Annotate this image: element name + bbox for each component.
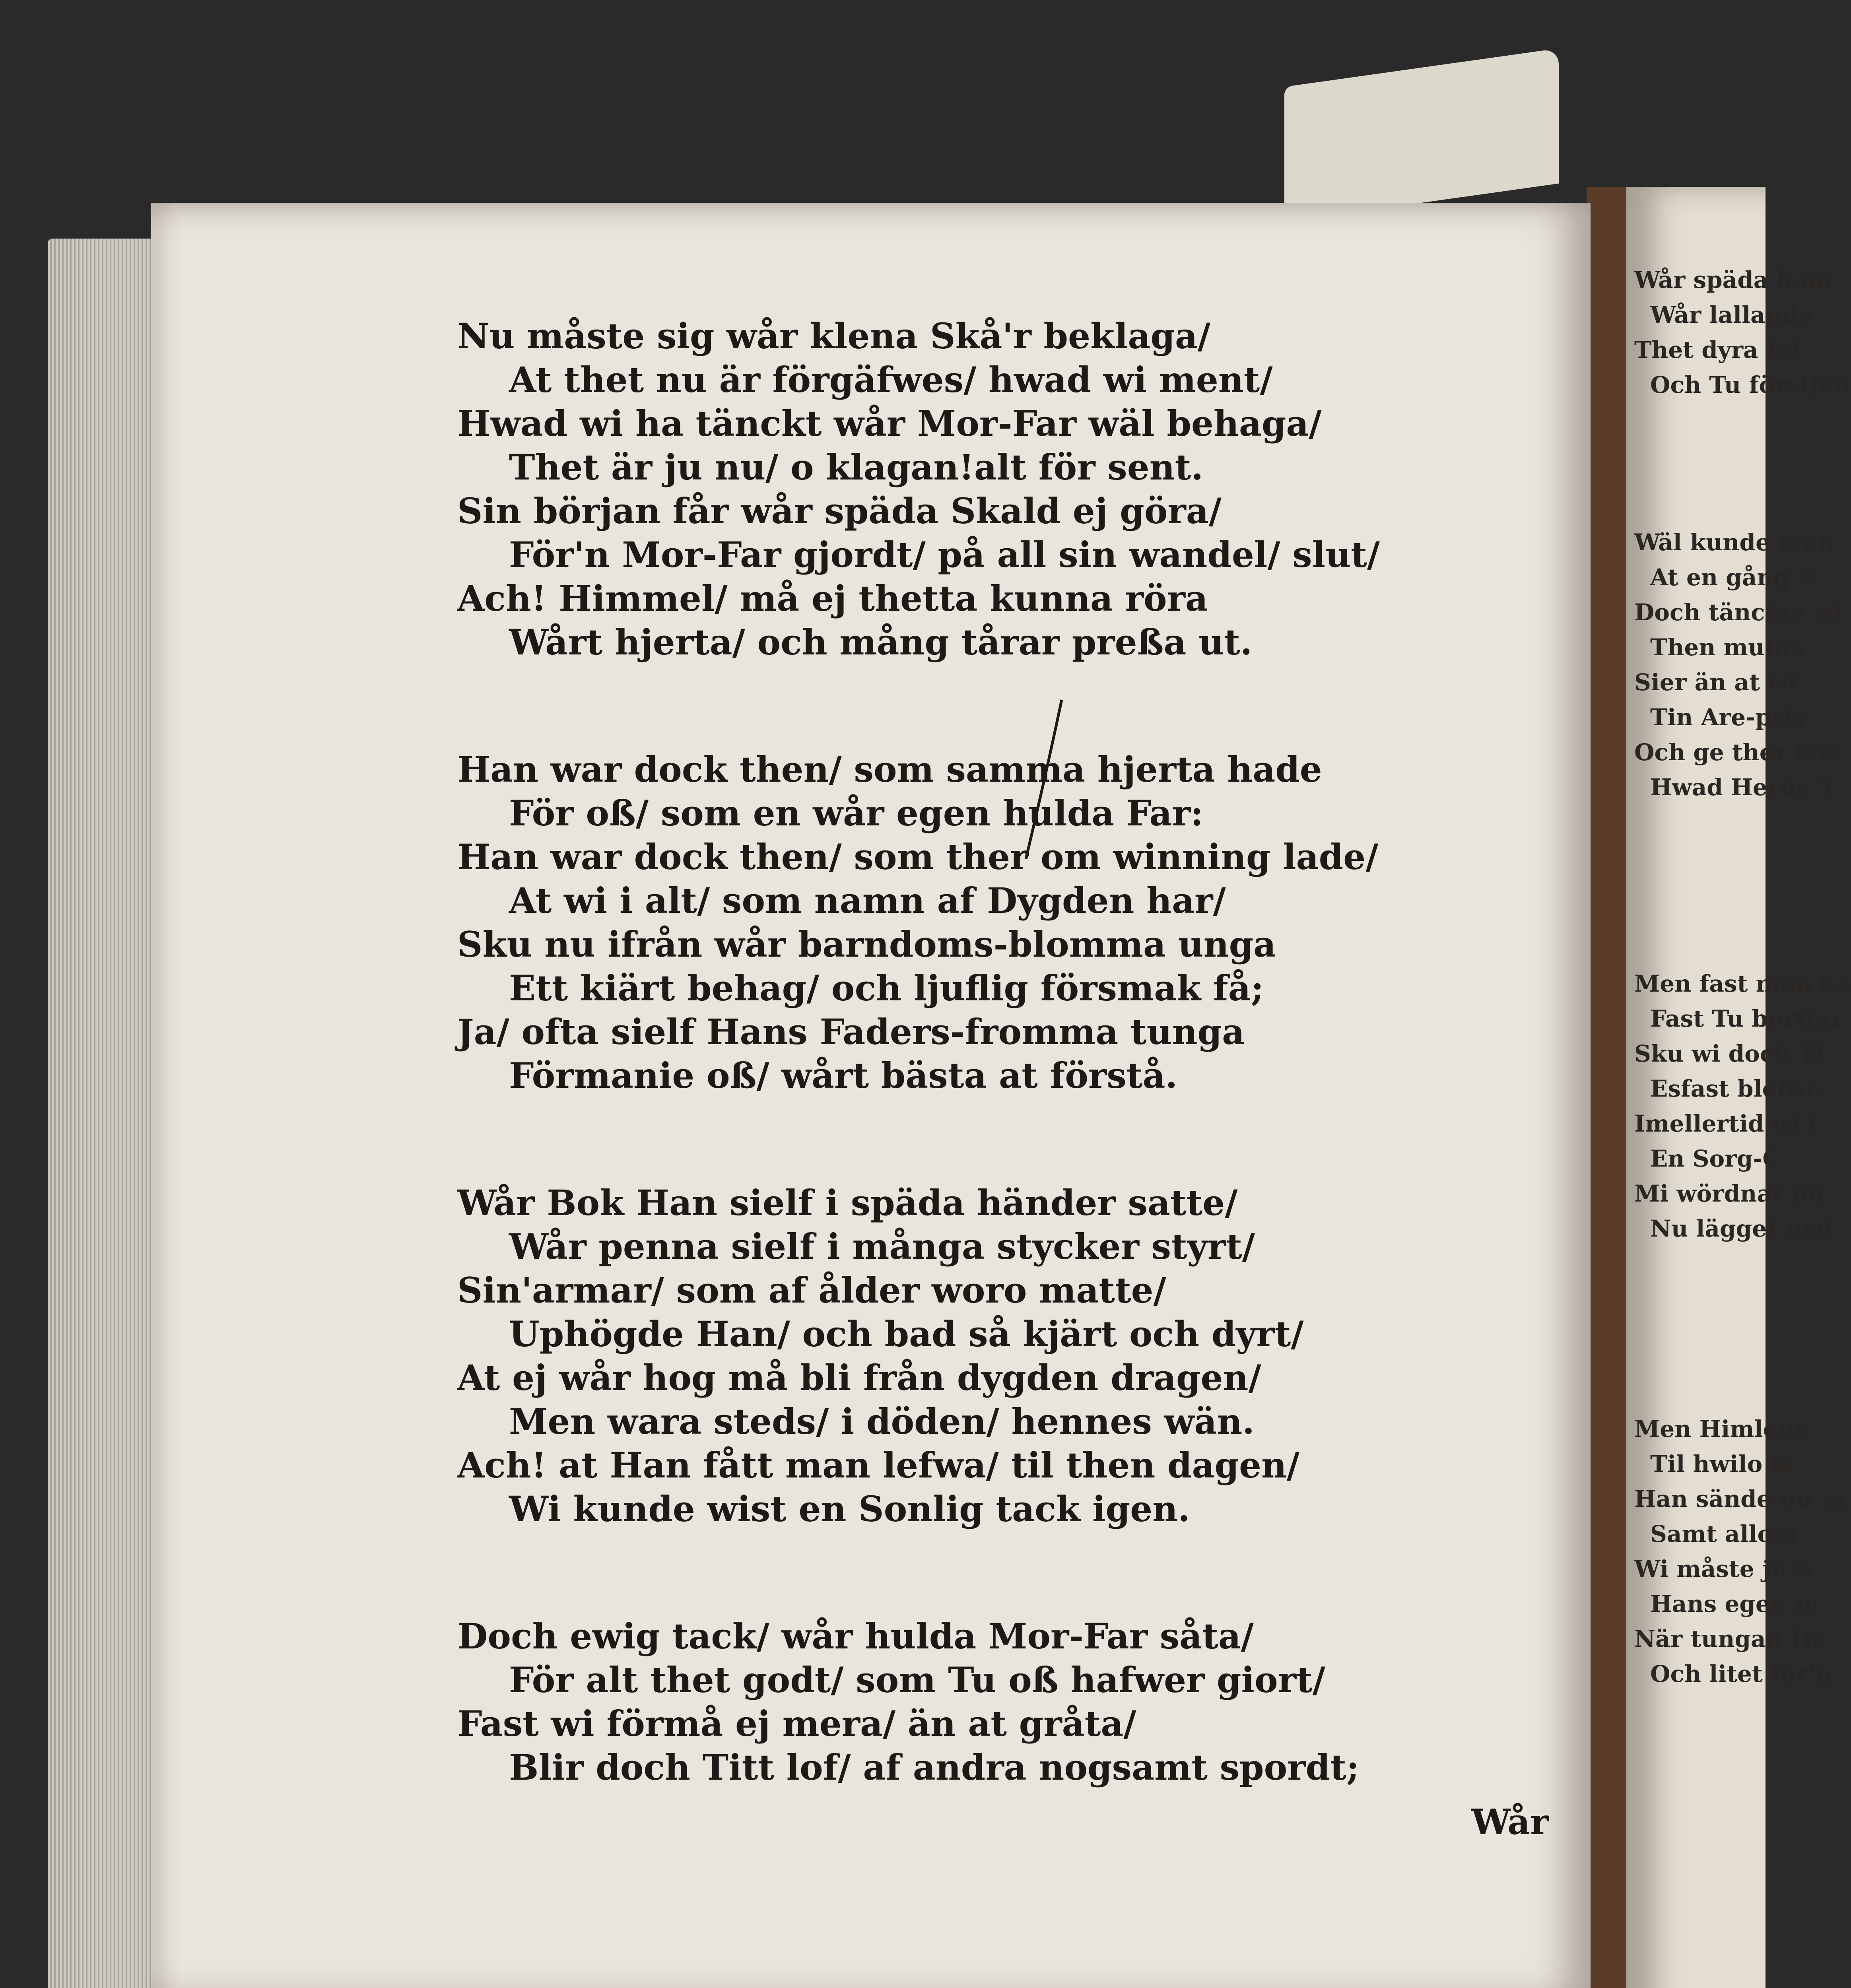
right-line: Och litet för'n [1650,1660,1832,1687]
verse-4 [457,1614,1571,1789]
right-line: Men Himlens [1634,1415,1808,1442]
paper-tab [1284,49,1559,222]
right-line: När tungan Ha [1634,1625,1828,1652]
verse-line: Förmanie oß/ wårt bästa at förstå. [509,1055,1178,1096]
right-line: Och Tu förstjen [1650,371,1850,398]
right-line: Wår späda ham [1634,266,1833,293]
verse-line: Wår penna sielf i många stycker styrt/ [509,1226,1255,1267]
right-fragment-group [1626,262,1850,402]
right-line: Tin Are-pris [1650,704,1805,731]
right-line: At en gång w [1650,564,1818,591]
catchword: Wår [1471,1801,1549,1842]
verse-line: Sin början får wår späda Skald ej göra/ [457,490,1222,532]
right-line: Samt allom [1650,1520,1797,1547]
verse-line: Doch ewig tack/ wår hulda Mor-Far såta/ [457,1615,1254,1657]
verse-line: Han war dock then/ som ther om winning lade/ [457,836,1379,878]
verse-line: Sin'armar/ som af ålder woro matte/ [457,1270,1166,1311]
right-line: Hans egen m [1650,1590,1820,1617]
right-line: Mi wördnat för [1634,1180,1828,1207]
verse-line: Hwad wi ha tänckt wår Mor-Far wäl behaga/ [457,403,1322,444]
verse-1 [457,314,1571,664]
verse-line: Wi kunde wist en Sonlig tack igen. [509,1488,1190,1530]
right-line: Men fast man ka [1634,970,1851,997]
right-line: Nu lägget ned [1650,1215,1833,1242]
right-line: Han sände nu m [1634,1485,1845,1512]
verse-2 [457,747,1571,1097]
verse-line: Men wara steds/ i döden/ hennes wän. [509,1401,1255,1442]
right-line: Esfast blefwe [1650,1075,1822,1102]
verse-line: Ach! Himmel/ må ej thetta kunna röra [457,578,1208,619]
verse-line: Wår Bok Han sielf i späda händer satte/ [457,1182,1238,1223]
verse-line: At ej wår hog må bli från dygden dragen/ [457,1357,1261,1398]
verse-line: At wi i alt/ som namn af Dygden har/ [509,880,1226,921]
right-line: Til hwilo la [1650,1450,1795,1477]
right-page [1626,187,1851,1988]
right-line: Thet dyra lof [1634,336,1801,363]
verse-line: Sku nu ifrån wår barndoms-blomma unga [457,924,1276,965]
right-fragment-group [1626,966,1851,1246]
verse-line: För alt thet godt/ som Tu oß hafwer giort/ [509,1659,1325,1701]
right-line: Wäl kunde man [1634,529,1835,556]
verse-line: Han war dock then/ som samma hjerta hade [457,749,1322,790]
right-line: Then mulna [1650,634,1805,661]
verse-line: Uphögde Han/ och bad så kjärt och dyrt/ [509,1313,1304,1355]
verse-line: För oß/ som en wår egen hulda Far: [509,792,1204,834]
verse-3 [457,1181,1571,1531]
verse-line: Ett kiärt behag/ och ljuflig försmak få; [509,967,1264,1009]
right-line: Och ge ther bos [1634,739,1839,766]
ink-stroke [1018,696,1074,863]
verse-line: Ach! at Han fått man lefwa/ til then dagen/ [457,1444,1300,1486]
right-line: Imellertid wi t [1634,1110,1820,1137]
verse-line: Nu måste sig wår klena Skå'r beklaga/ [457,315,1211,357]
verse-line: Thet är ju nu/ o klagan!alt för sent. [509,447,1203,488]
right-fragment-group [1626,1411,1845,1691]
right-line: Doch tänckte wi [1634,599,1843,626]
right-line: Wi måste ju w [1634,1555,1816,1582]
verse-line: Blir doch Titt lof/ af andra nogsamt spordt; [509,1747,1360,1788]
right-line: Hwad Herde T [1650,774,1836,801]
right-fragment-group [1626,525,1843,805]
verse-line: At thet nu är förgäfwes/ hwad wi ment/ [509,359,1273,400]
right-line: Wår lallande [1650,301,1813,328]
right-line: En Sorg-C [1650,1145,1781,1172]
right-line: Sku wi doch Ti [1634,1040,1825,1067]
verse-line: Ja/ ofta sielf Hans Faders-fromma tunga [457,1011,1245,1052]
verse-line: För'n Mor-Far gjordt/ på all sin wandel/ slut/ [509,534,1380,575]
right-line: Sier än at wi [1634,669,1797,696]
page-stack-edge [48,239,159,1988]
verse-line: Wårt hjerta/ och mång tårar preßa ut. [509,621,1253,663]
verse-line: Fast wi förmå ej mera/ än at gråta/ [457,1703,1136,1744]
right-line: Fast Tu bortfar [1650,1005,1843,1032]
